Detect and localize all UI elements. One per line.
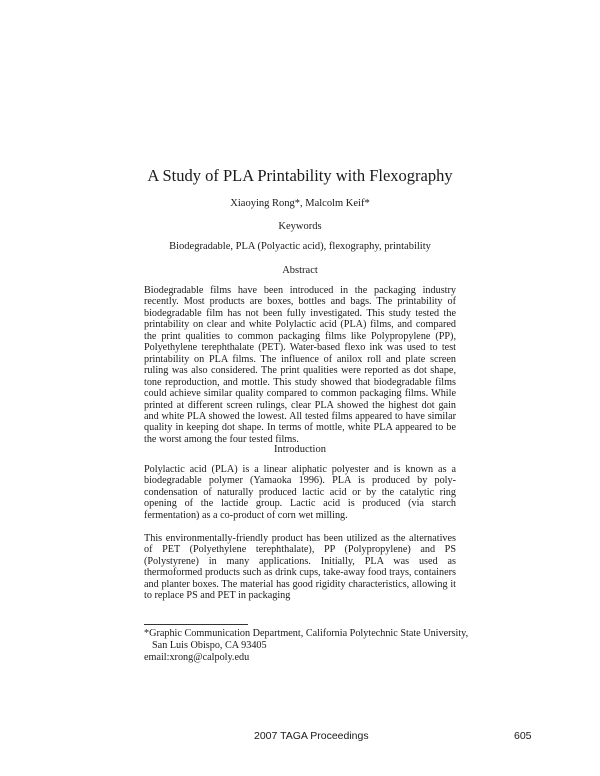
paper-title: A Study of PLA Printability with Flexography bbox=[147, 166, 453, 185]
footnote-email: email:xrong@calpoly.edu bbox=[144, 652, 250, 663]
page-number: 605 bbox=[514, 730, 532, 742]
footnote-affiliation: *Graphic Communication Department, California Polytechnic State University, bbox=[144, 628, 469, 639]
keywords-text: Biodegradable, PLA (Polyactic acid), flexography, printability bbox=[169, 241, 431, 252]
intro-paragraph-2: This environmentally-friendly product has been utilized as the alternatives of PET (Polyethylene terephthalate), PP (Polypropylene) and PS (Polystyrene) in many applications. Initially, PLA was used as thermoformed products such as drink cups, take-away food trays, containers and planter boxes. The material has good rigidity characteristics, allowing it to replace PS and PET in packaging bbox=[144, 533, 456, 602]
abstract-heading: Abstract bbox=[282, 265, 318, 276]
proceedings-footer: 2007 TAGA Proceedings bbox=[254, 730, 369, 742]
intro-paragraph-1: Polylactic acid (PLA) is a linear aliphatic polyester and is known as a biodegradable polymer (Yamaoka 1996). PLA is produced by poly-condensation of naturally produced lactic acid or by the catalytic ring opening of the lactide group. Lactic acid is produced (via starch fermentation) as a co-product of corn wet milling. bbox=[144, 464, 456, 521]
footnote-rule bbox=[144, 624, 248, 625]
footnote-address: San Luis Obispo, CA 93405 bbox=[152, 640, 267, 651]
author-line: Xiaoying Rong*, Malcolm Keif* bbox=[230, 198, 370, 209]
introduction-heading: Introduction bbox=[274, 444, 326, 455]
keywords-heading: Keywords bbox=[278, 221, 322, 232]
abstract-paragraph: Biodegradable films have been introduced in the packaging industry recently. Most products are boxes, bottles and bags. The printability of biodegradable film has not been fully investigated. This study tested the printability on clear and white Polylactic acid (PLA) films, and compared the print qualities to common packaging films like Polypropylene (PP), Polyethylene terephthalate (PET). Water-based flexo ink was used to test printability on PLA films. The influence of anilox roll and plate screen ruling was also considered. The print qualities were reported as dot shape, tone reproduction, and mottle. This study showed that biodegradable films could achieve similar quality compared to common packaging films. While printed at different screen rulings, clear PLA showed the highest dot gain and white PLA showed the lowest. All tested films appeared to have similar quality in keeping dot shape. In terms of mottle, white PLA appeared to be the worst among the four tested films. bbox=[144, 285, 456, 445]
